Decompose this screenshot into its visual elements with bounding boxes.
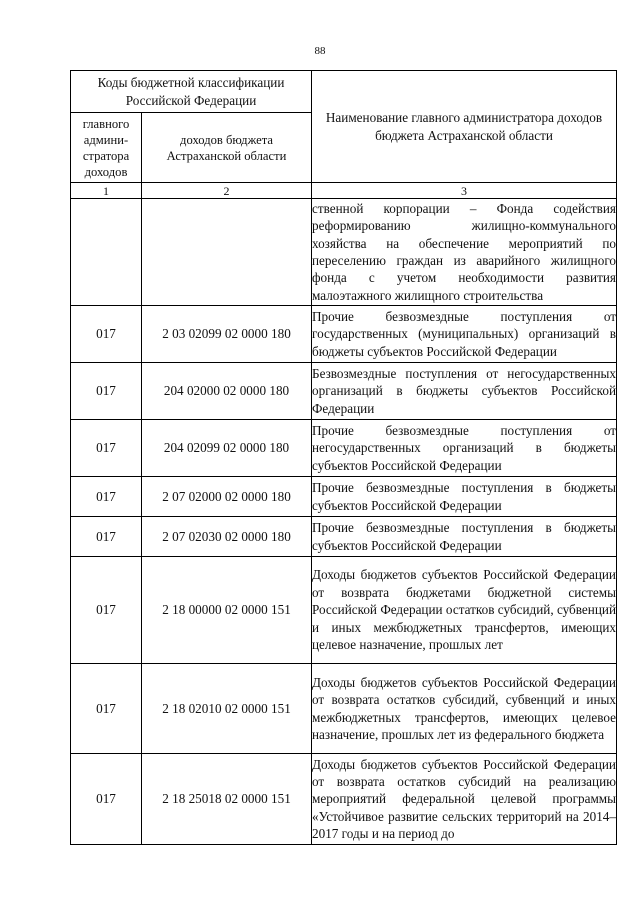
revenue-code-cell: 204 02000 02 0000 180 xyxy=(142,363,312,420)
table-row xyxy=(71,664,617,754)
admin-code-cell: 017 xyxy=(71,754,142,845)
page-number: 88 xyxy=(314,45,326,57)
revenue-code-cell: 2 18 00000 02 0000 151 xyxy=(142,557,312,664)
name-cell: Прочие безвозмездные поступления в бюджеты субъектов Российской Федерации xyxy=(312,517,617,557)
admin-code-cell: 017 xyxy=(71,557,142,664)
table-row xyxy=(71,306,617,363)
admin-code-cell: 017 xyxy=(71,306,142,363)
admin-code-cell: 017 xyxy=(71,477,142,517)
name-cell-container xyxy=(312,754,617,845)
name-cell: Прочие безвозмездные поступления в бюджеты субъектов Российской Федерации xyxy=(312,477,617,517)
name-header: Наименование главного администратора доходов бюджета Астраханской области xyxy=(312,71,617,183)
name-cell: Доходы бюджетов субъектов Российской Федерации от возврата остатков субсидий на реализацию мероприятий федеральной целевой программы «Устойчивое развитие сельских территорий на 2014–2017 годы и на период до xyxy=(312,756,616,842)
revenue-code-cell: 2 18 02010 02 0000 151 xyxy=(142,664,312,754)
name-cell: Доходы бюджетов субъектов Российской Федерации от возврата бюджетами бюджетной системы Российской Федерации остатков субсидий, субвенций и иных межбюджетных трансфертов, имеющих целевое назначение, прошлых лет xyxy=(312,557,617,664)
name-cell: Прочие безвозмездные поступления от государственных (муниципальных) организаций в бюджеты субъектов Российской Федерации xyxy=(312,306,617,363)
table-row xyxy=(71,754,617,845)
table-row xyxy=(71,517,617,557)
column-number-3: 3 xyxy=(312,183,617,199)
table-row xyxy=(71,199,617,306)
admin-code-cell: 017 xyxy=(71,420,142,477)
admin-code-cell: 017 xyxy=(71,517,142,557)
column-number-2: 2 xyxy=(142,183,312,199)
name-cell: Доходы бюджетов субъектов Российской Федерации от возврата остатков субсидий, субвенций и иных межбюджетных трансфертов, имеющих целевое назначение, прошлых лет из федерального бюджета xyxy=(312,664,617,754)
table-row xyxy=(71,477,617,517)
revenue-code-header: доходов бюджета Астраханской области xyxy=(142,113,312,183)
table-row xyxy=(71,363,617,420)
column-number-1: 1 xyxy=(71,183,142,199)
admin-code-header: главного админи-стратора доходов xyxy=(71,113,142,183)
revenue-code-cell xyxy=(142,199,312,306)
name-cell: Прочие безвозмездные поступления от негосударственных организаций в бюджеты субъектов Российской Федерации xyxy=(312,420,617,477)
admin-code-cell: 017 xyxy=(71,363,142,420)
admin-code-cell xyxy=(71,199,142,306)
revenue-code-cell: 2 07 02000 02 0000 180 xyxy=(142,477,312,517)
revenue-code-cell: 2 07 02030 02 0000 180 xyxy=(142,517,312,557)
table-row xyxy=(71,420,617,477)
revenue-code-cell: 2 03 02099 02 0000 180 xyxy=(142,306,312,363)
name-cell: Безвозмездные поступления от негосударственных организаций в бюджеты субъектов Российской Федерации xyxy=(312,363,617,420)
codes-header: Коды бюджетной классификации Российской Федерации xyxy=(71,71,312,113)
budget-classification-table xyxy=(70,70,617,845)
revenue-code-cell: 204 02099 02 0000 180 xyxy=(142,420,312,477)
revenue-code-cell: 2 18 25018 02 0000 151 xyxy=(142,754,312,845)
admin-code-cell: 017 xyxy=(71,664,142,754)
table-row xyxy=(71,557,617,664)
name-cell: ственной корпорации – Фонда содействия реформированию жилищно-коммунального хозяйства на обеспечение мероприятий по переселению граждан из аварийного жилищного фонда с учетом необходимости развития малоэтажного жилищного строительства xyxy=(312,199,617,306)
